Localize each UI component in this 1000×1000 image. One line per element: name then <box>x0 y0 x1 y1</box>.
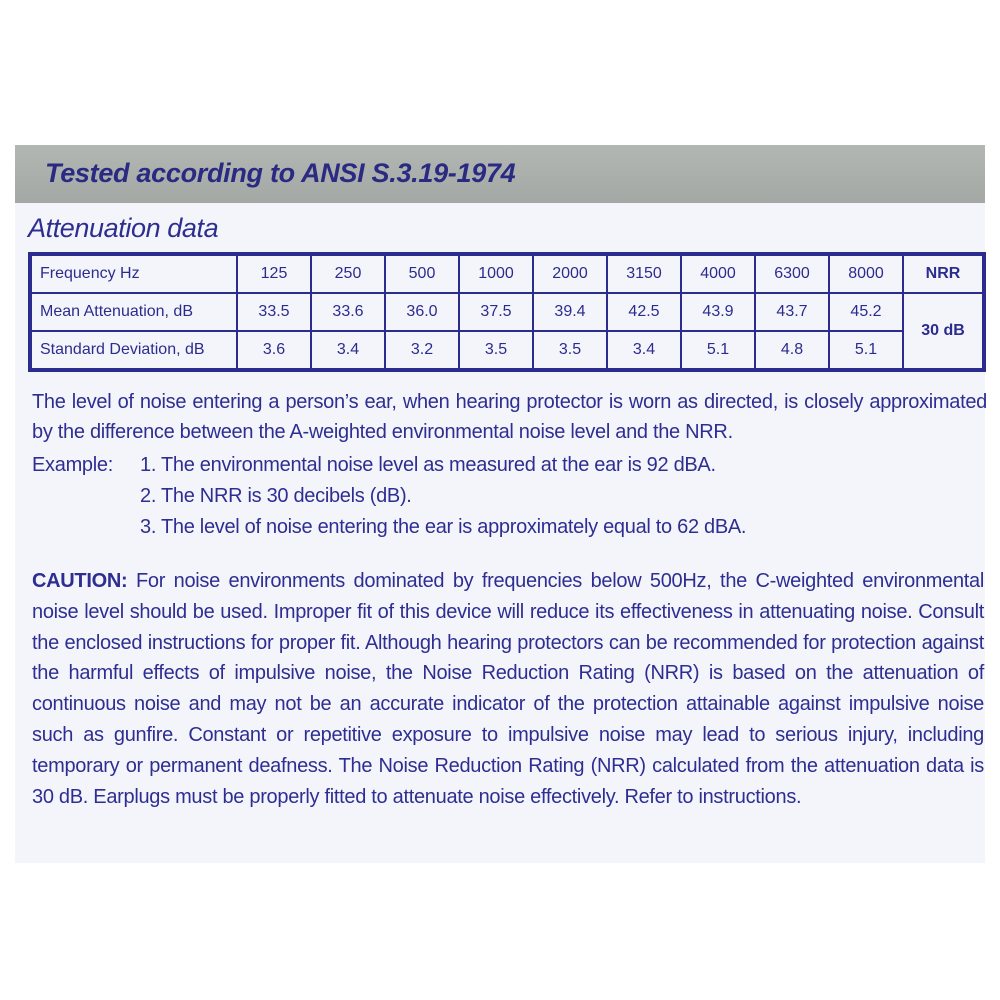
frequency-cell: 8000 <box>829 254 903 293</box>
sd-cell: 4.8 <box>755 331 829 370</box>
mean-cell: 45.2 <box>829 293 903 331</box>
section-title: Attenuation data <box>28 213 219 243</box>
mean-attenuation-row <box>30 293 984 331</box>
example-block <box>32 450 972 543</box>
sd-cell: 3.4 <box>311 331 385 370</box>
example-lead: Example: <box>32 454 113 476</box>
caution-label: CAUTION: <box>32 570 128 592</box>
mean-cell: 37.5 <box>459 293 533 331</box>
standard-deviation-row <box>30 331 984 370</box>
frequency-cell: 1000 <box>459 254 533 293</box>
frequency-row <box>30 254 984 293</box>
frequency-cell: 500 <box>385 254 459 293</box>
header-title: Tested according to ANSI S.3.19-1974 <box>45 158 516 188</box>
sd-cell: 3.5 <box>459 331 533 370</box>
example-item-1 <box>32 450 972 481</box>
nrr-explanation-paragraph: The level of noise entering a person’s ear, when hearing protector is worn as directed, is closely approximated by the difference between the A-weighted environmental noise level and the NRR. <box>32 391 987 443</box>
attenuation-table <box>28 252 986 372</box>
frequency-cell: 125 <box>237 254 311 293</box>
example-item-2: 2. The NRR is 30 decibels (dB). <box>140 485 412 507</box>
standard-deviation-label: Standard Deviation, dB <box>30 331 237 370</box>
mean-cell: 39.4 <box>533 293 607 331</box>
frequency-cell: 6300 <box>755 254 829 293</box>
frequency-cell: 4000 <box>681 254 755 293</box>
mean-cell: 43.9 <box>681 293 755 331</box>
sd-cell: 3.2 <box>385 331 459 370</box>
caution-text: For noise environments dominated by frequencies below 500Hz, the C-weighted environmental noise level should be used. Improper fit of this device will reduce its effectiveness in attenuating noise. Consult the enclosed instructions for proper fit. Although hearing protectors can be recommended for protection against the harmful effects of impulsive noise, the Noise Reduction Rating (NRR) is based on the attenuation of continuous noise and may not be an accurate indicator of the protection attainable against impulsive noise such as gunfire. Constant or repetitive exposure to impulsive noise may lead to serious injury, including temporary or permanent deafness. The Noise Reduction Rating (NRR) calculated from the attenuation data is 30 dB. Earplugs must be properly fitted to attenuate noise effectively. Refer to instructions. <box>32 570 984 808</box>
example-item-3: 3. The level of noise entering the ear is approximately equal to 62 dBA. <box>140 516 747 538</box>
frequency-label: Frequency Hz <box>30 254 237 293</box>
mean-cell: 36.0 <box>385 293 459 331</box>
sd-cell: 5.1 <box>681 331 755 370</box>
mean-cell: 42.5 <box>607 293 681 331</box>
caution-paragraph <box>32 566 984 812</box>
frequency-cell: 3150 <box>607 254 681 293</box>
frequency-cell: 2000 <box>533 254 607 293</box>
sd-cell: 3.4 <box>607 331 681 370</box>
nrr-header: NRR <box>903 254 984 293</box>
nrr-value: 30 dB <box>903 293 984 370</box>
example-item-text: 1. The environmental noise level as measured at the ear is 92 dBA. <box>140 454 716 476</box>
mean-cell: 33.5 <box>237 293 311 331</box>
frequency-cell: 250 <box>311 254 385 293</box>
sd-cell: 3.5 <box>533 331 607 370</box>
mean-cell: 43.7 <box>755 293 829 331</box>
sd-cell: 3.6 <box>237 331 311 370</box>
sd-cell: 5.1 <box>829 331 903 370</box>
mean-attenuation-label: Mean Attenuation, dB <box>30 293 237 331</box>
mean-cell: 33.6 <box>311 293 385 331</box>
